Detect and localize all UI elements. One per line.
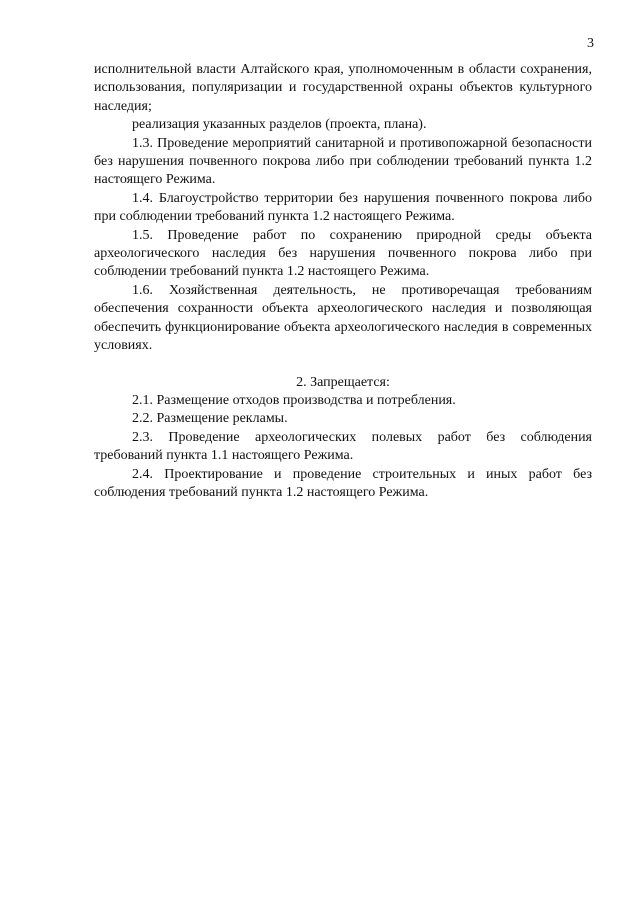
paragraph-1-6: 1.6. Хозяйственная деятельность, не противоречащая требованиям обеспечения сохранности объекта археологического наследия и позволяющая обеспечить функционирование объекта археологического наследия в современных условиях. bbox=[94, 282, 592, 354]
paragraph-1-3: 1.3. Проведение мероприятий санитарной и противопожарной безопасности без нарушения почвенного покрова либо при соблюдении требований пункта 1.2 настоящего Режима. bbox=[94, 135, 592, 188]
paragraph-continuation: исполнительной власти Алтайского края, уполномоченным в области сохранения, использования, популяризации и государственной охраны объектов культурного наследия; bbox=[94, 62, 592, 114]
paragraph-2-3: 2.3. Проведение археологических полевых работ без соблюдения требований пункта 1.1 настоящего Режима. bbox=[94, 429, 592, 464]
paragraph-2-2: 2.2. Размещение рекламы. bbox=[132, 411, 288, 427]
paragraph-1-5: 1.5. Проведение работ по сохранению природной среды объекта археологического наследия без нарушения почвенного покрова либо при соблюдении требований пункта 1.2 настоящего Режима. bbox=[94, 227, 592, 280]
paragraph-2-4: 2.4. Проектирование и проведение строительных и иных работ без соблюдения требований пункта 1.2 настоящего Режима. bbox=[94, 466, 592, 500]
document-body bbox=[94, 61, 592, 502]
page-number: 3 bbox=[587, 36, 594, 51]
section-2-heading: 2. Запрещается: bbox=[296, 374, 390, 390]
paragraph-2-1: 2.1. Размещение отходов производства и потребления. bbox=[132, 392, 456, 408]
paragraph-1-4: 1.4. Благоустройство территории без нарушения почвенного покрова либо при соблюдении требований пункта 1.2 настоящего Режима. bbox=[94, 190, 592, 225]
paragraph-implementation: реализация указанных разделов (проекта, плана). bbox=[132, 117, 427, 133]
